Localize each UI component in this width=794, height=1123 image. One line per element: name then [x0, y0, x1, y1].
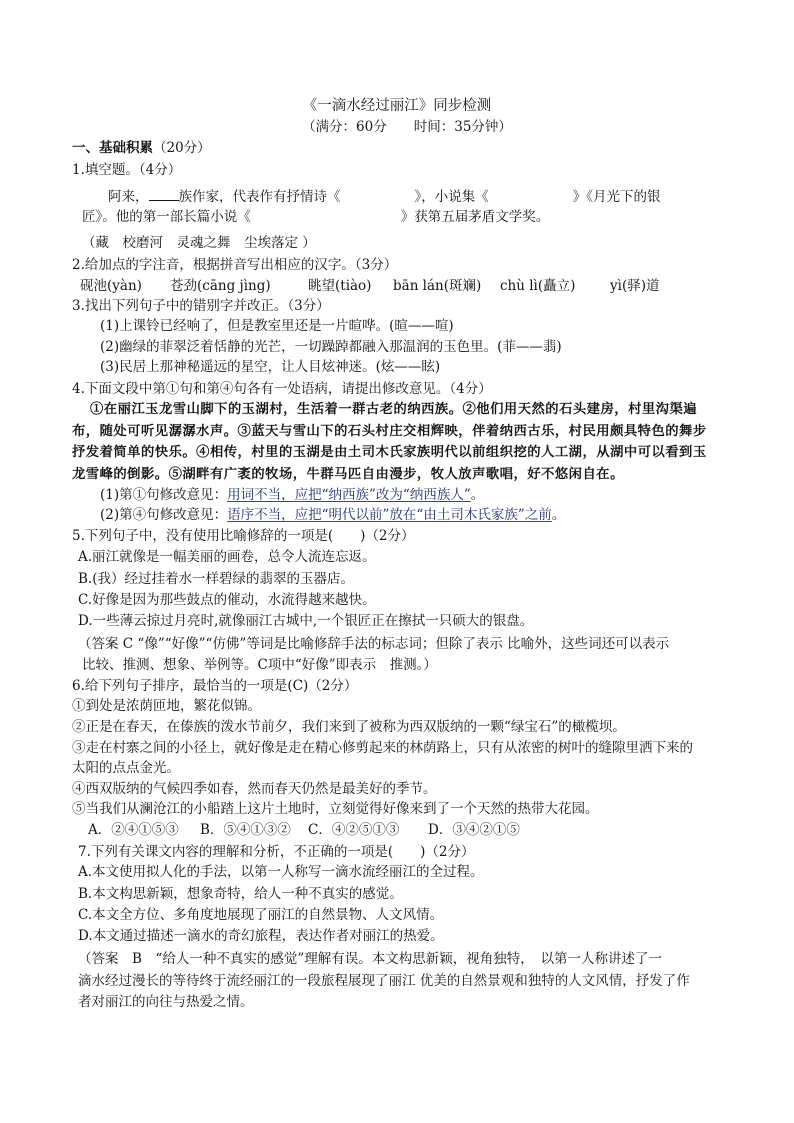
q3-item: (2)幽绿的菲翠泛着恬静的光芒，一切躁踔都融入那温润的玉色里。(菲——翡)	[100, 339, 562, 355]
q2-item: 苍劲(cāng jìng)	[170, 278, 271, 294]
section-heading	[72, 138, 211, 158]
q1-stem: 1.填空题。（4分）	[72, 162, 182, 178]
q7-answer-line: 滴水经过漫长的等待终于流经丽江的一段旅程展现了丽江 优美的自然景观和独特的人文风情，抒发了作	[78, 973, 690, 989]
q6-option-a: A．②④①⑤③	[88, 822, 179, 838]
q4-answer-label: (2)第④句修改意见：	[100, 507, 228, 523]
q1-text-e: 匠》。他的第一部长篇小说《	[82, 209, 251, 225]
page-subtitle: （满分：60分 时间：35分钟）	[302, 119, 512, 135]
q6-sentence: ①到处是浓荫匝地，繁花似锦。	[72, 698, 261, 714]
q7-option-c: C.本文全方位、多角度地展现了丽江的自然景物、人文风情。	[78, 907, 444, 923]
q5-answer-line: （答案 C “像”“好像”“仿佛”等词是比喻修辞手法的标志词；但除了表示 比喻外，这些词还可以表示	[78, 636, 670, 652]
q5-answer-line: 比较、推测、想象、举例等。C项中“好像”即表示 推测。）	[82, 657, 437, 673]
q2-items	[0, 276, 794, 296]
q4-answer-text: 语序不当，应把“明代以前”放在“由土司木氏家族”之前	[227, 507, 552, 523]
q6-stem: 6.给下列句子排序，最恰当的一项是(C)（2分）	[72, 678, 358, 694]
q7-answer-line: 者对丽江的向往与热爱之情。	[78, 994, 254, 1010]
q6-sentence: ③走在村寨之间的小径上，就好像是走在精心修剪起来的林荫路上，只有从浓密的树叶的缝隙里洒下来的	[72, 740, 693, 756]
q1-line-1	[108, 186, 661, 206]
q4-answer-text: 用词不当，应把“纳西族”改为“纳西族人”	[227, 487, 471, 503]
q5-option-a: A.丽江就像是一幅美丽的画卷，总令人流连忘返。	[78, 549, 376, 565]
q4-answer-label: (1)第①句修改意见：	[100, 487, 228, 503]
q1-text-d: 》《月光下的银	[572, 189, 661, 205]
q5-option-d: D.一些薄云掠过月亮时,就像丽江古城中,一个银匠正在擦拭一只硕大的银盘。	[78, 613, 534, 629]
q1-text-c: 》，小说集《	[414, 189, 489, 205]
q6-sentence: ④西双版纳的气候四季如春，然而春天仍然是最美好的季节。	[72, 781, 437, 797]
q6-sentence: ②正是在春天，在傣族的泼水节前夕，我们来到了被称为西双版纳的一颗“绿宝石”的橄榄坝。	[72, 719, 626, 735]
q2-item: 眺望(tiào)	[308, 278, 372, 294]
q4-passage-line: 龙雪峰的倒影。⑤湖畔有广袤的牧场，牛群马匹自由漫步，牧人放声歌唱，好不悠闲自在。	[72, 467, 624, 482]
q2-item: yì(驿)道	[610, 278, 660, 294]
q4-answer-1	[100, 485, 484, 505]
q7-option-a: A.本文使用拟人化的手法，以第一人称写一滴水流经丽江的全过程。	[78, 864, 484, 880]
q7-option-b: B.本文构思新颖，想象奇特，给人一种不真实的感觉。	[78, 886, 403, 902]
q7-stem: 7.下列有关课文内容的理解和分析，不正确的一项是( )（2分）	[78, 844, 475, 860]
q3-stem: 3.找出下列句子中的错别字并改正。（3分）	[72, 298, 330, 314]
q1-blank-ethnicity	[149, 186, 179, 201]
section-heading-title: 一、基础积累	[72, 140, 153, 156]
q1-line-2	[82, 207, 549, 227]
section-heading-score: （20分）	[153, 140, 211, 156]
q6-sentence: ⑤当我们从澜沧江的小船踏上这片土地时，立刻觉得好像来到了一个天然的热带大花园。	[72, 801, 599, 817]
q6-option-c: C．④②⑤①③	[308, 822, 400, 838]
q4-passage-line: 抒发着简单的快乐。④相传，村里的玉湖是由土司木氏家族明代以前组织挖的人工湖，从湖中可以看到玉	[72, 445, 707, 460]
q2-item: chù lì(矗立)	[500, 278, 576, 294]
page-title: 《一滴水经过丽江》同步检测	[302, 98, 492, 114]
q2-stem: 2.给加点的字注音，根据拼音写出相应的汉字。（3分）	[72, 257, 398, 273]
q7-answer-line: （答案 B “给人一种不真实的感觉”理解有误。本文构思新颖，视角独特， 以第一人称讲述了一	[78, 951, 662, 967]
q5-stem: 5.下列句子中，没有使用比喻修辞的一项是( )（2分）	[72, 528, 415, 544]
q4-stem: 4.下面文段中第①句和第④句各有一处语病，请提出修改意见。（4分）	[72, 381, 492, 397]
q4-passage-line: 布，随处可听见潺潺水声。③蓝天与雪山下的石头村庄交相辉映，伴着纳西古乐，村民用颇具特色的舞步	[72, 424, 707, 439]
q6-option-d: D．③④②①⑤	[428, 822, 520, 838]
q4-answer-2	[100, 505, 565, 525]
q4-answer-end: 。	[551, 507, 566, 523]
q2-item: 砚池(yàn)	[80, 278, 142, 294]
q4-answer-end: 。	[470, 487, 485, 503]
q6-options	[0, 820, 794, 840]
q1-answer: （藏 校磨河 灵魂之舞 尘埃落定 ）	[82, 235, 316, 251]
q5-option-b: B.(我）经过挂着水一样碧绿的翡翠的玉器店。	[78, 571, 354, 587]
q3-item: (3)民居上那神秘遥远的星空，让人目炫神迷。(炫——眩)	[100, 359, 441, 375]
q7-option-d: D.本文通过描述一滴水的奇幻旅程，表达作者对丽江的热爱。	[78, 928, 444, 944]
q1-text-f: 》获第五届茅盾文学奖。	[400, 209, 550, 225]
q2-item: bān lán(斑斓)	[393, 278, 482, 294]
q4-passage-line: ①在丽江玉龙雪山脚下的玉湖村，生活着一群古老的纳西族。②他们用天然的石头建房，村里沟渠遍	[90, 402, 698, 417]
q6-option-b: B．⑤④①③②	[200, 822, 291, 838]
q3-item: (1)上课铃已经响了，但是教室里还是一片暄哗。(暄——喧)	[100, 318, 454, 334]
q5-option-c: C.好像是因为那些鼓点的催动，水流得越来越快。	[78, 592, 376, 608]
q1-text-a: 阿来，	[108, 189, 149, 205]
q1-text-b: 族作家，代表作有抒情诗《	[178, 189, 341, 205]
q6-sentence: 太阳的点点金光。	[72, 760, 180, 776]
